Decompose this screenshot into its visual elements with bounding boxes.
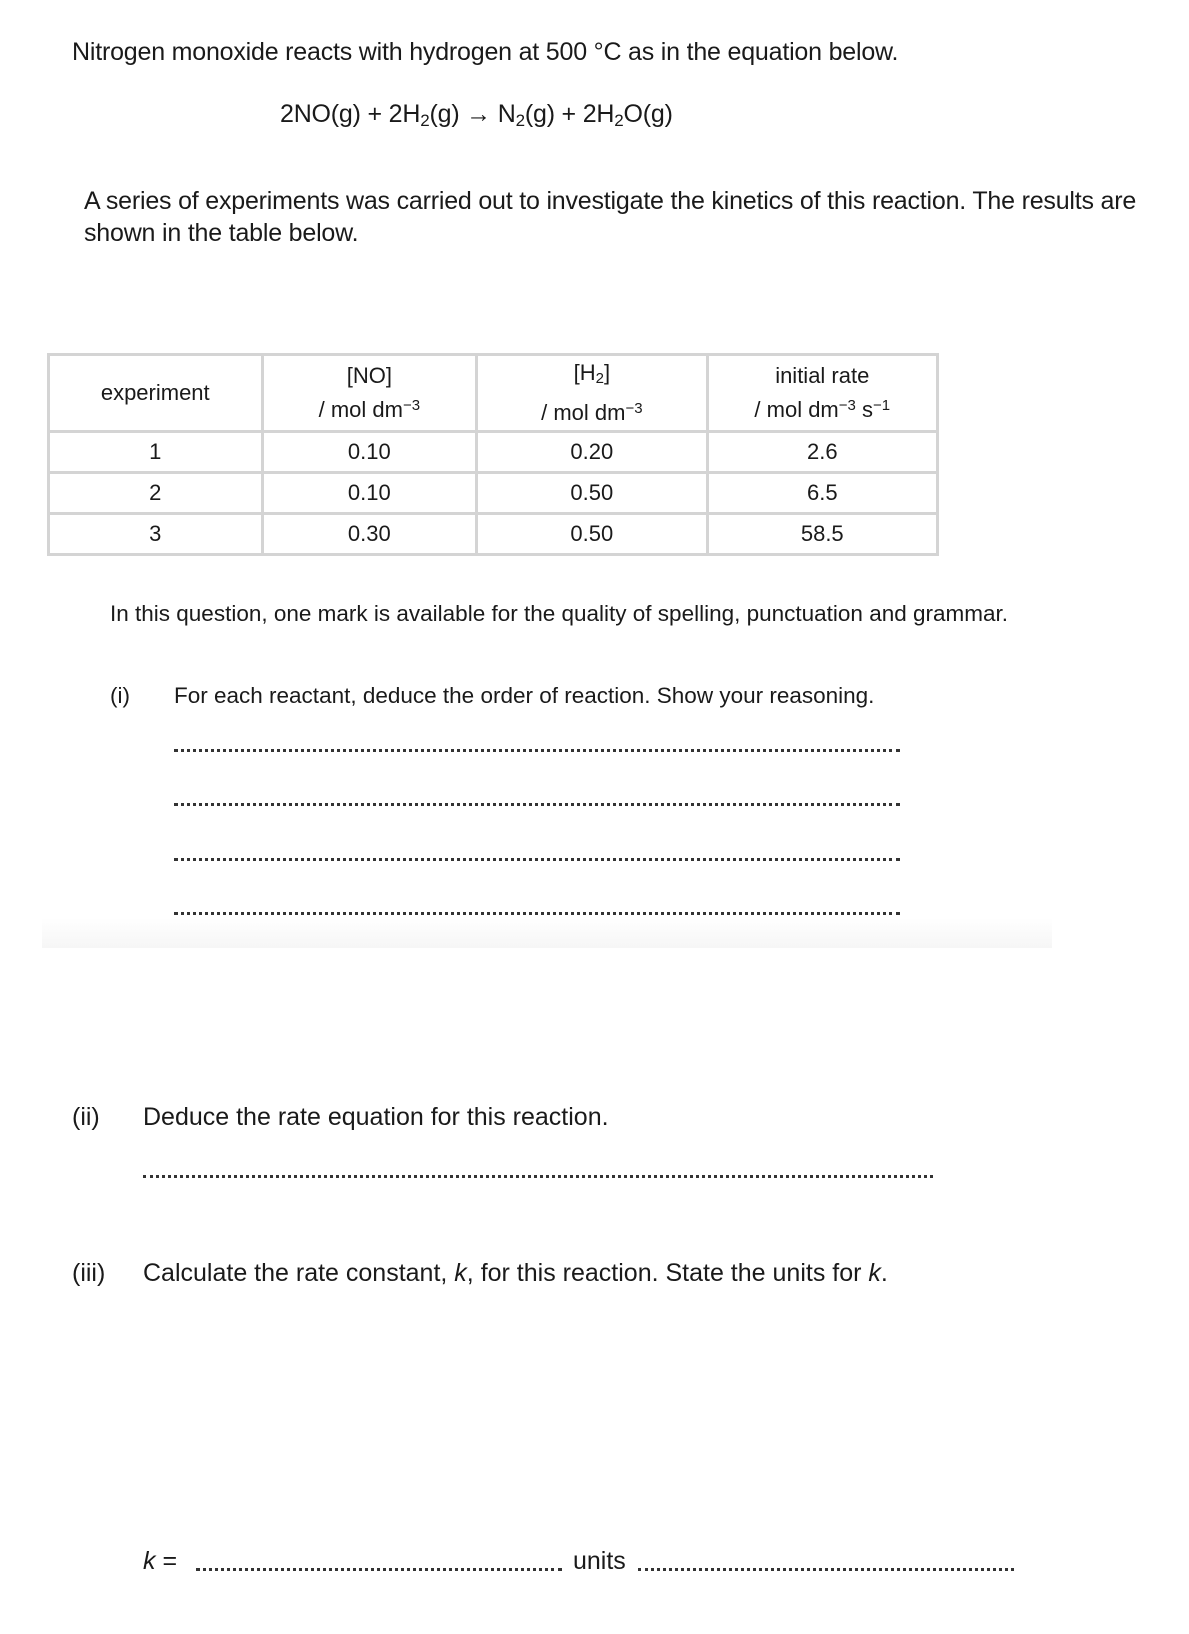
series-text: A series of experiments was carried out to investigate the kinetics of this reaction. The results are shown in the table below.	[84, 187, 1137, 247]
question-ii-text: Deduce the rate equation for this reaction.	[143, 1103, 609, 1131]
unit-sup: −3	[402, 397, 421, 414]
k-symbol: k	[143, 1547, 156, 1575]
cell-h2: 0.20	[477, 432, 707, 473]
question-ii-label: (ii)	[72, 1103, 100, 1131]
unit-text: / mol dm	[318, 397, 403, 422]
q3-text: Calculate the rate constant,	[143, 1259, 455, 1287]
q3-k: k	[868, 1259, 881, 1287]
cell-no: 0.10	[262, 432, 477, 473]
page-shade	[42, 918, 1052, 948]
question-iii-label: (iii)	[72, 1259, 106, 1287]
cell-experiment: 3	[49, 514, 263, 555]
table-row	[49, 473, 938, 514]
answer-line-i-2[interactable]	[174, 803, 900, 806]
table-header-row	[49, 355, 938, 432]
kinetics-table	[47, 353, 939, 556]
header-h2-unit	[478, 394, 705, 428]
cell-no: 0.30	[262, 514, 477, 555]
eq-subscript: 2	[420, 111, 430, 130]
eq-subscript: 2	[515, 111, 525, 130]
units-answer-line[interactable]	[638, 1568, 1014, 1571]
question-iii-text	[143, 1259, 888, 1288]
units-label: units	[573, 1547, 626, 1575]
cell-rate: 6.5	[707, 473, 937, 514]
header-experiment: experiment	[49, 355, 263, 432]
eq-part: O(g)	[623, 100, 673, 128]
q3-k: k	[454, 1259, 467, 1287]
table-row	[49, 514, 938, 555]
unit-text: / mol dm	[754, 397, 839, 422]
h2-text: ]	[603, 360, 611, 385]
eq-part: 2NO(g) + 2H	[280, 100, 421, 128]
k-answer-line[interactable]	[196, 1568, 562, 1571]
header-h2	[477, 355, 707, 432]
answer-line-i-4[interactable]	[174, 912, 900, 915]
cell-experiment: 2	[49, 473, 263, 514]
intro-text: Nitrogen monoxide reacts with hydrogen at 500 °C as in the equation below.	[72, 38, 899, 66]
header-no	[262, 355, 477, 432]
unit-text: / mol dm	[541, 400, 626, 425]
answer-line-i-3[interactable]	[174, 858, 900, 861]
k-equals: =	[155, 1547, 178, 1575]
header-no-unit	[264, 391, 476, 425]
cell-rate: 58.5	[707, 514, 937, 555]
header-rate-unit	[709, 391, 936, 425]
eq-part: (g) → N	[429, 100, 516, 128]
cell-h2: 0.50	[477, 473, 707, 514]
k-answer-label	[143, 1547, 177, 1576]
h2-text: [H	[573, 360, 596, 385]
question-i-label: (i)	[110, 683, 130, 708]
question-i-text: For each reactant, deduce the order of reaction. Show your reasoning.	[174, 683, 875, 708]
q3-text: .	[880, 1259, 888, 1287]
cell-h2: 0.50	[477, 514, 707, 555]
cell-experiment: 1	[49, 432, 263, 473]
header-rate-label: initial rate	[775, 363, 870, 388]
eq-part: (g) + 2H	[524, 100, 615, 128]
answer-line-i-1[interactable]	[174, 749, 900, 752]
header-rate	[707, 355, 937, 432]
header-h2-label	[478, 358, 705, 394]
cell-rate: 2.6	[707, 432, 937, 473]
unit-sup: −3	[838, 397, 856, 414]
unit-text: s	[855, 397, 873, 422]
eq-subscript: 2	[614, 111, 624, 130]
reaction-equation	[280, 100, 673, 131]
unit-sup: −1	[873, 397, 891, 414]
qwc-note: In this question, one mark is available for the quality of spelling, punctuation and grammar.	[110, 601, 1009, 626]
h2-sub: 2	[595, 370, 604, 387]
unit-sup: −3	[625, 400, 643, 417]
table-row	[49, 432, 938, 473]
cell-no: 0.10	[262, 473, 477, 514]
q3-text: , for this reaction. State the units for	[466, 1259, 869, 1287]
answer-line-ii[interactable]	[143, 1175, 933, 1178]
header-no-label: [NO]	[346, 363, 392, 388]
